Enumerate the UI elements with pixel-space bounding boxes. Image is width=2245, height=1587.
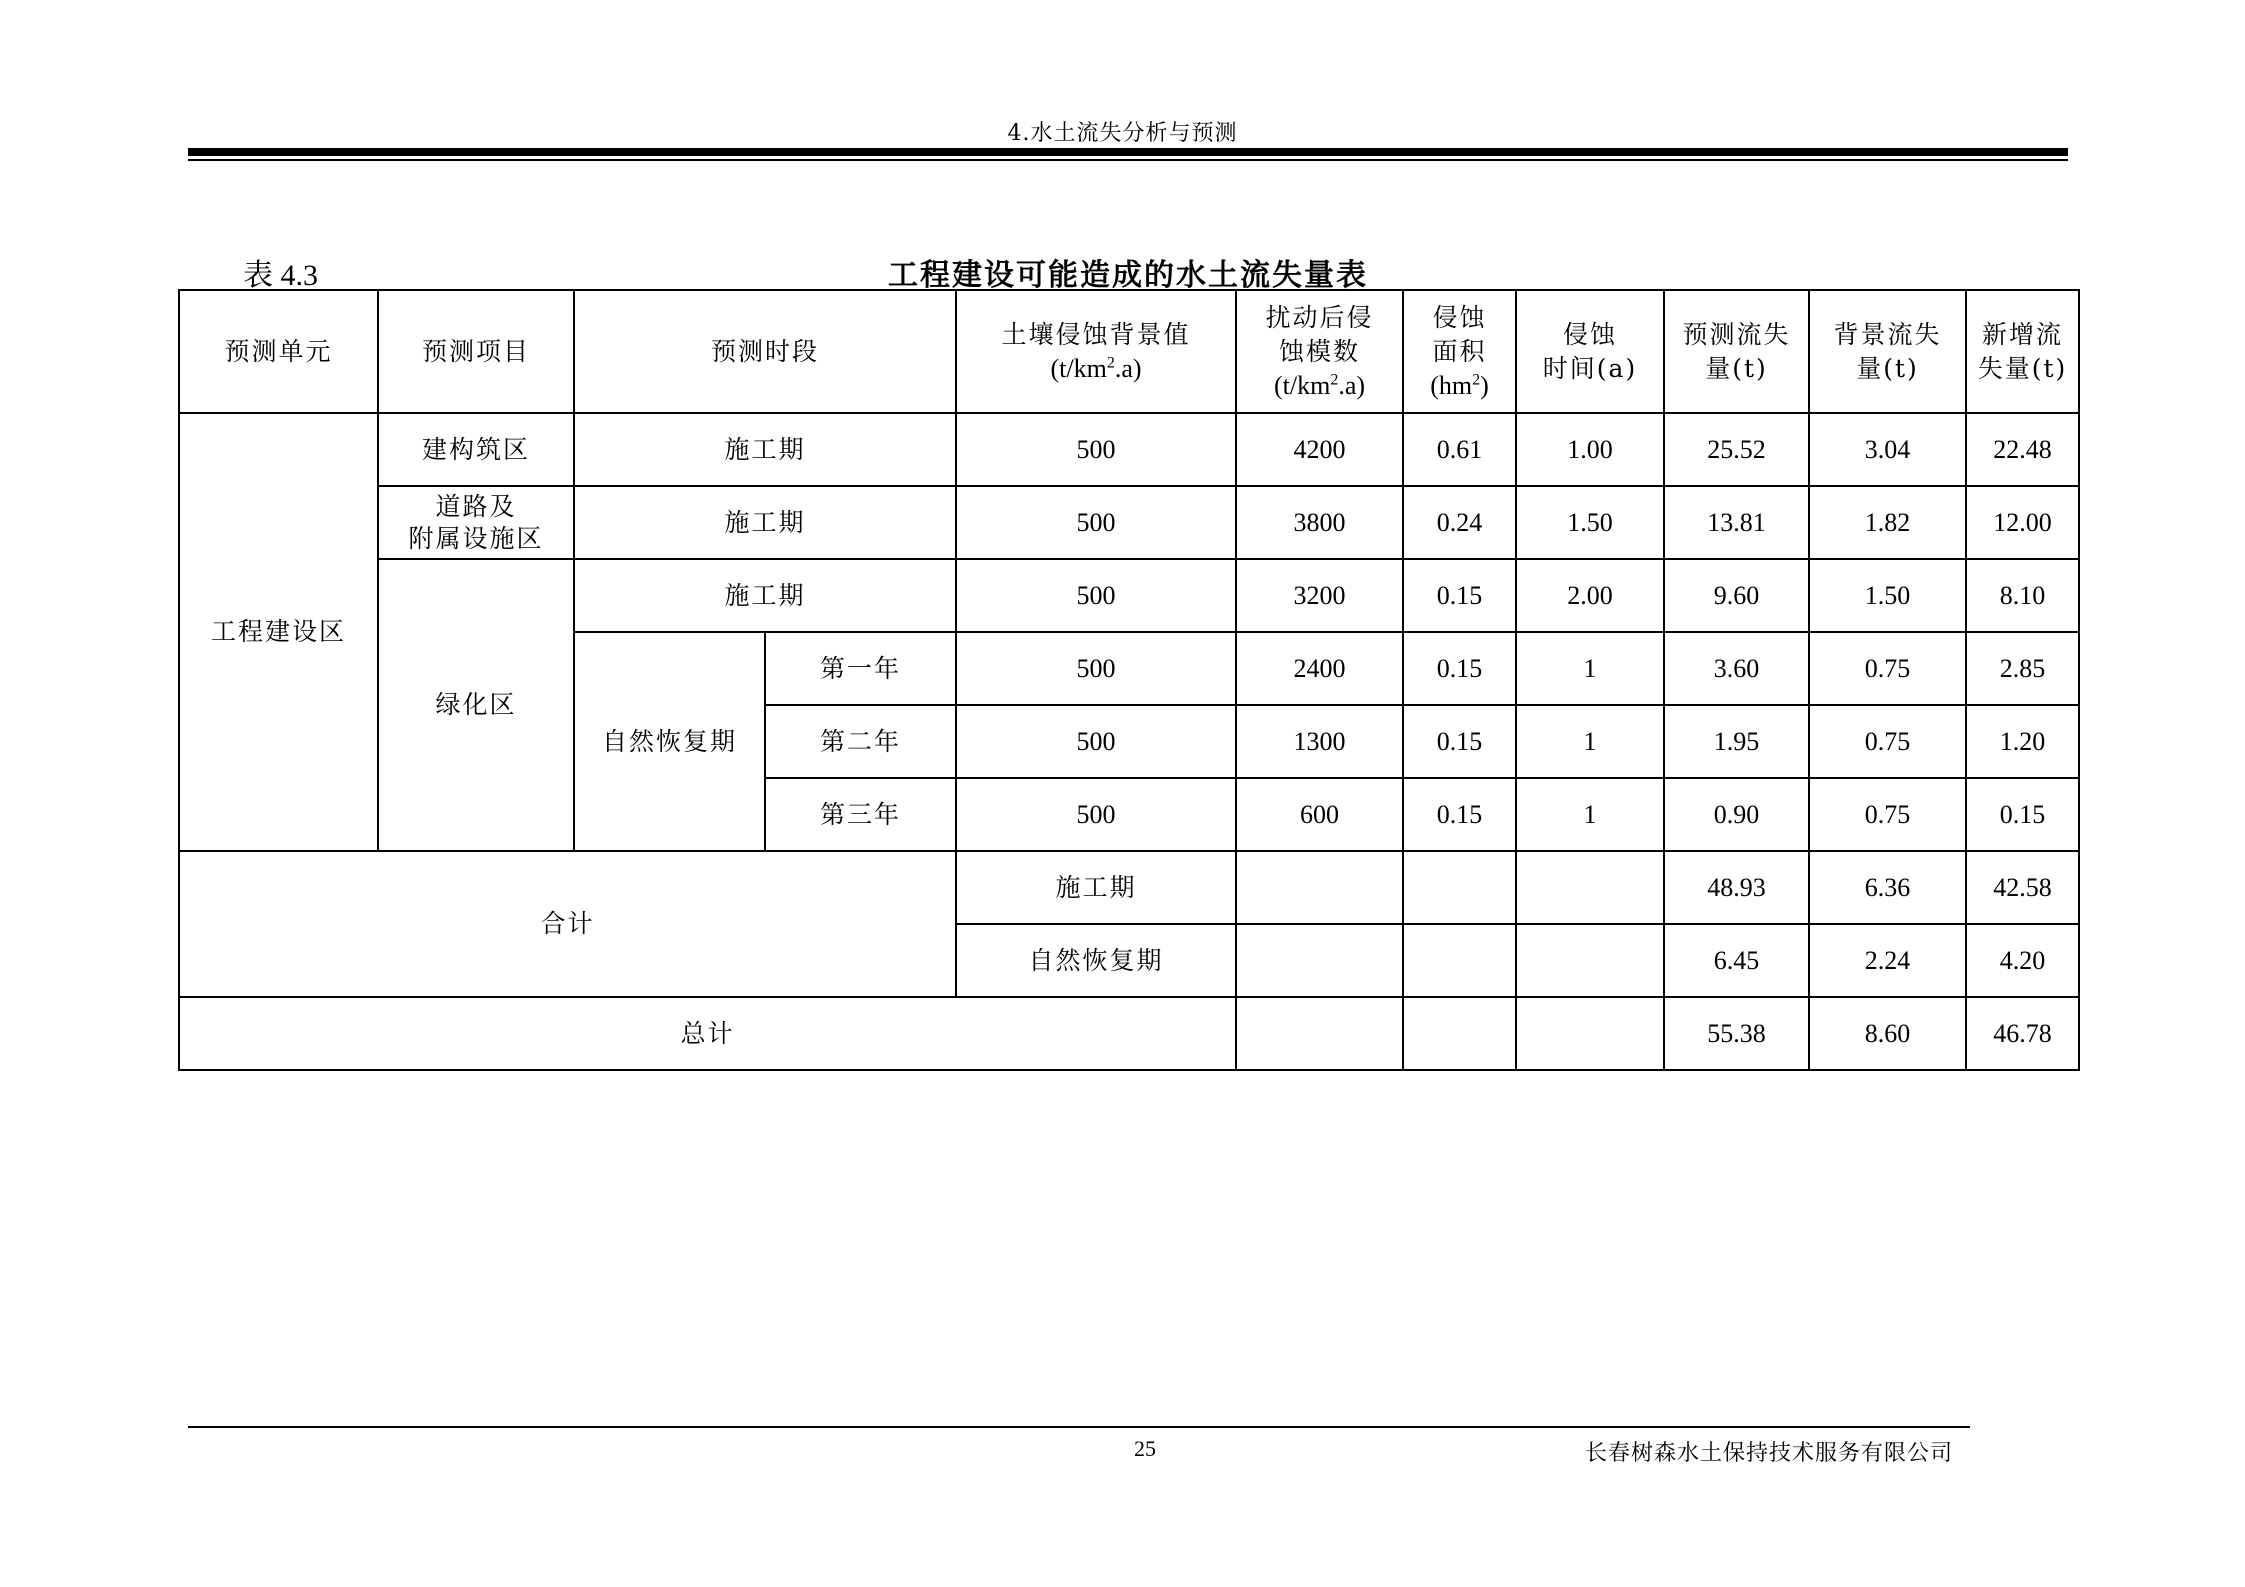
predicted-loss-cell: 3.60 <box>1664 632 1809 705</box>
year-cell: 第一年 <box>765 632 956 705</box>
bg-value-cell: 500 <box>956 705 1236 778</box>
area-cell: 0.24 <box>1403 486 1516 559</box>
bg-value-cell: 500 <box>956 413 1236 486</box>
col-header-erosion-area: 侵蚀 面积 $(hm^2)$ <box>1403 290 1516 413</box>
total-row <box>179 997 2079 1070</box>
table-row <box>179 413 2079 486</box>
time-cell: 1 <box>1516 778 1664 851</box>
empty-cell <box>1516 924 1664 997</box>
item-building: 建构筑区 <box>378 413 574 486</box>
empty-cell <box>1516 851 1664 924</box>
table-caption <box>178 250 2078 293</box>
new-loss-cell: 42.58 <box>1966 851 2079 924</box>
subtotal-period-cell: 自然恢复期 <box>956 924 1236 997</box>
background-loss-cell: 8.60 <box>1809 997 1966 1070</box>
col-header-background-value: 土壤侵蚀背景值 $(t/km^2.a)$ <box>956 290 1236 413</box>
modulus-cell: 2400 <box>1236 632 1403 705</box>
year-cell: 第二年 <box>765 705 956 778</box>
modulus-cell: 1300 <box>1236 705 1403 778</box>
modulus-cell: 3200 <box>1236 559 1403 632</box>
unit-cell: 工程建设区 <box>179 413 378 851</box>
predicted-loss-cell: 9.60 <box>1664 559 1809 632</box>
header-rule <box>188 148 2068 156</box>
subtotal-label: 合计 <box>179 851 956 997</box>
new-loss-cell: 12.00 <box>1966 486 2079 559</box>
predicted-loss-cell: 1.95 <box>1664 705 1809 778</box>
background-loss-cell: 1.50 <box>1809 559 1966 632</box>
background-loss-cell: 2.24 <box>1809 924 1966 997</box>
footer-rule <box>188 1426 1970 1428</box>
bg-value-cell: 500 <box>956 559 1236 632</box>
empty-cell <box>1236 924 1403 997</box>
bg-value-cell: 500 <box>956 486 1236 559</box>
page-number: 25 <box>1134 1436 1156 1461</box>
col-header-new-loss: 新增流 失量(t) <box>1966 290 2079 413</box>
new-loss-cell: 0.15 <box>1966 778 2079 851</box>
soil-loss-table <box>178 289 2080 1071</box>
item-road: 道路及 附属设施区 <box>378 486 574 559</box>
bg-value-cell: 500 <box>956 632 1236 705</box>
col-header-background-loss: 背景流失 量(t) <box>1809 290 1966 413</box>
empty-cell <box>1403 924 1516 997</box>
col-header-erosion-time: 侵蚀 时间(a) <box>1516 290 1664 413</box>
table-number: 表 4.3 <box>243 259 318 292</box>
col-header-item: 预测项目 <box>378 290 574 413</box>
area-cell: 0.61 <box>1403 413 1516 486</box>
col-header-period: 预测时段 <box>574 290 956 413</box>
new-loss-cell: 22.48 <box>1966 413 2079 486</box>
total-label: 总计 <box>179 997 1236 1070</box>
company-name: 长春树森水土保持技术服务有限公司 <box>1584 1441 1953 1466</box>
modulus-cell: 600 <box>1236 778 1403 851</box>
time-cell: 1.50 <box>1516 486 1664 559</box>
time-cell: 1 <box>1516 705 1664 778</box>
background-loss-cell: 6.36 <box>1809 851 1966 924</box>
empty-cell <box>1403 997 1516 1070</box>
subtotal-row <box>179 851 2079 924</box>
area-cell: 0.15 <box>1403 705 1516 778</box>
new-loss-cell: 1.20 <box>1966 705 2079 778</box>
new-loss-cell: 46.78 <box>1966 997 2079 1070</box>
background-loss-cell: 0.75 <box>1809 705 1966 778</box>
empty-cell <box>1516 997 1664 1070</box>
period-cell: 施工期 <box>574 486 956 559</box>
new-loss-cell: 4.20 <box>1966 924 2079 997</box>
table-title: 工程建设可能造成的水土流失量表 <box>888 258 1368 293</box>
empty-cell <box>1236 851 1403 924</box>
table-row <box>179 559 2079 632</box>
background-loss-cell: 0.75 <box>1809 778 1966 851</box>
modulus-cell: 4200 <box>1236 413 1403 486</box>
subtotal-period-cell: 施工期 <box>956 851 1236 924</box>
new-loss-cell: 2.85 <box>1966 632 2079 705</box>
col-header-predicted-loss: 预测流失 量(t) <box>1664 290 1809 413</box>
predicted-loss-cell: 13.81 <box>1664 486 1809 559</box>
predicted-loss-cell: 48.93 <box>1664 851 1809 924</box>
header-row <box>179 290 2079 413</box>
table-row <box>179 486 2079 559</box>
empty-cell <box>1236 997 1403 1070</box>
new-loss-cell: 8.10 <box>1966 559 2079 632</box>
recovery-period-cell: 自然恢复期 <box>574 632 765 851</box>
item-green: 绿化区 <box>378 559 574 851</box>
background-loss-cell: 1.82 <box>1809 486 1966 559</box>
header-rule-thin <box>188 159 2068 161</box>
time-cell: 2.00 <box>1516 559 1664 632</box>
col-header-unit: 预测单元 <box>179 290 378 413</box>
predicted-loss-cell: 6.45 <box>1664 924 1809 997</box>
background-loss-cell: 3.04 <box>1809 413 1966 486</box>
area-cell: 0.15 <box>1403 559 1516 632</box>
running-header: 4.水土流失分析与预测 <box>1007 121 1238 146</box>
year-cell: 第三年 <box>765 778 956 851</box>
time-cell: 1 <box>1516 632 1664 705</box>
time-cell: 1.00 <box>1516 413 1664 486</box>
modulus-cell: 3800 <box>1236 486 1403 559</box>
empty-cell <box>1403 851 1516 924</box>
predicted-loss-cell: 0.90 <box>1664 778 1809 851</box>
period-cell: 施工期 <box>574 559 956 632</box>
period-cell: 施工期 <box>574 413 956 486</box>
col-header-erosion-modulus: 扰动后侵 蚀模数 $(t/km^2.a)$ <box>1236 290 1403 413</box>
area-cell: 0.15 <box>1403 778 1516 851</box>
predicted-loss-cell: 25.52 <box>1664 413 1809 486</box>
predicted-loss-cell: 55.38 <box>1664 997 1809 1070</box>
area-cell: 0.15 <box>1403 632 1516 705</box>
background-loss-cell: 0.75 <box>1809 632 1966 705</box>
bg-value-cell: 500 <box>956 778 1236 851</box>
